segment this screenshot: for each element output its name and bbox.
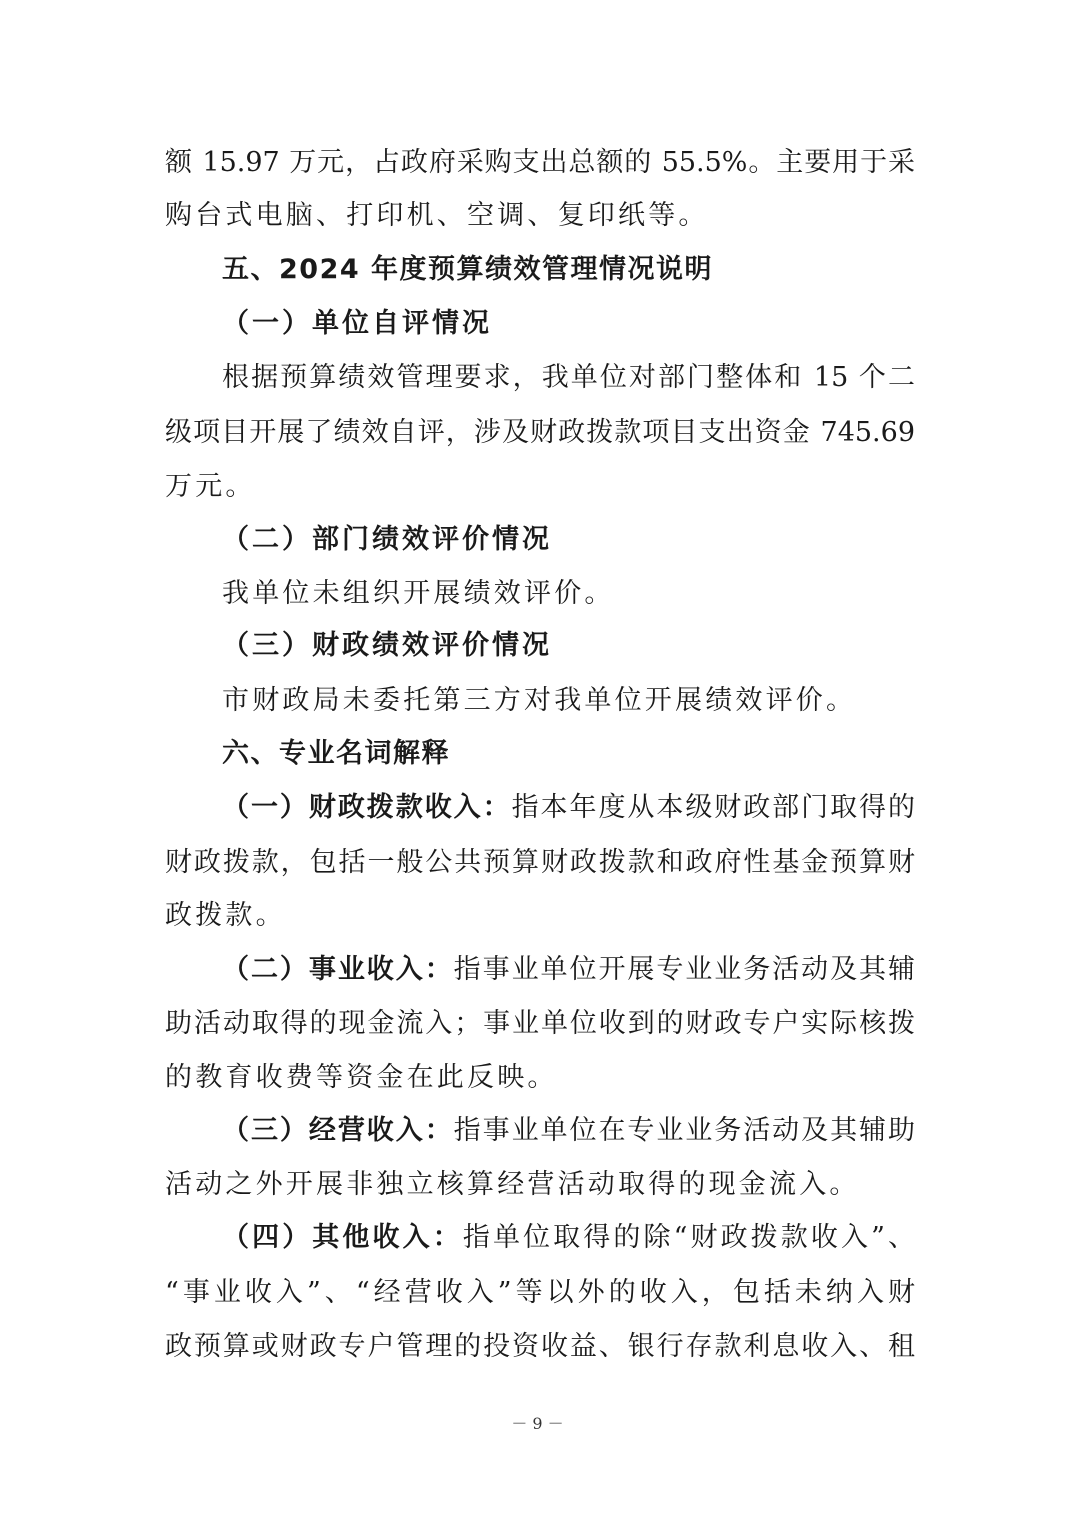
body-text-line: 政预算或财政专户管理的投资收益、银行存款利息收入、租: [165, 1331, 915, 1362]
term-text: 指事业单位开展专业业务活动及其辅: [453, 954, 916, 985]
term-label: （一）财政拨款收入：: [222, 792, 512, 823]
section-heading-6: 六、专业名词解释: [222, 738, 450, 769]
body-text-line: 万元。: [165, 471, 256, 502]
term-definition-line: [222, 1224, 915, 1251]
term-label: （二）事业收入：: [222, 954, 454, 985]
body-text-line: 政拨款。: [165, 900, 286, 931]
body-text-line: 活动之外开展非独立核算经营活动取得的现金流入。: [165, 1169, 860, 1200]
term-text: 指本年度从本级财政部门取得的: [511, 792, 916, 823]
section-heading-5: 五、2024 年度预算绩效管理情况说明: [222, 254, 714, 285]
body-text-line: 我单位未组织开展绩效评价。: [222, 578, 615, 609]
body-text-line: 根据预算绩效管理要求，我单位对部门整体和 15 个二: [222, 362, 915, 393]
subsection-heading: （一）单位自评情况: [222, 308, 492, 339]
term-definition-line: [222, 1117, 915, 1144]
term-label: （三）经营收入：: [222, 1115, 454, 1146]
body-text-line: “事业收入”、“经营收入”等以外的收入，包括未纳入财: [165, 1277, 915, 1308]
body-text-line: 财政拨款，包括一般公共预算财政拨款和政府性基金预算财: [165, 847, 915, 878]
page-number: － 9 －: [511, 1414, 564, 1433]
term-definition-line: [222, 794, 915, 821]
term-text: 指单位取得的除“财政拨款收入”、: [462, 1222, 916, 1253]
body-text-line: 助活动取得的现金流入；事业单位收到的财政专户实际核拨: [165, 1008, 915, 1039]
subsection-heading: （三）财政绩效评价情况: [222, 630, 552, 661]
term-definition-line: [222, 956, 915, 983]
term-text: 指事业单位在专业业务活动及其辅助: [453, 1115, 916, 1146]
body-text-line: 购台式电脑、打印机、空调、复印纸等。: [165, 200, 709, 231]
term-label: （四）其他收入：: [222, 1222, 463, 1253]
body-text-line: 市财政局未委托第三方对我单位开展绩效评价。: [222, 685, 857, 716]
body-text-line: 的教育收费等资金在此反映。: [165, 1062, 558, 1093]
body-text-line: 额 15.97 万元，占政府采购支出总额的 55.5%。主要用于采: [165, 147, 915, 178]
body-text-line: 级项目开展了绩效自评，涉及财政拨款项目支出资金 745.69: [165, 417, 915, 448]
subsection-heading: （二）部门绩效评价情况: [222, 524, 552, 555]
